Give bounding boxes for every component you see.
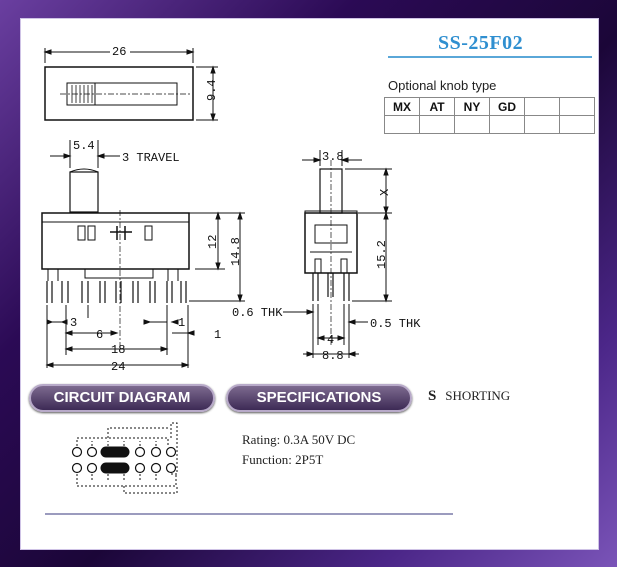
dim-1a: 1 bbox=[178, 316, 186, 330]
dim-3: 3 bbox=[70, 316, 78, 330]
dim-12: 12 bbox=[206, 234, 220, 249]
dim-26: 26 bbox=[112, 45, 127, 59]
dim-18: 18 bbox=[111, 343, 126, 357]
dim-5-4: 5.4 bbox=[73, 139, 95, 153]
dim-9-4: 9.4 bbox=[205, 79, 219, 101]
circuit-diagram-heading: CIRCUIT DIAGRAM bbox=[29, 384, 215, 412]
dim-15-2: 15.2 bbox=[375, 240, 389, 269]
knob-type-label: Optional knob type bbox=[388, 78, 497, 93]
dim-14-8: 14.8 bbox=[229, 237, 243, 266]
shorting-label: SHORTING bbox=[445, 388, 511, 403]
thk-left-label: 0.6 THK bbox=[232, 306, 283, 320]
dim-24: 24 bbox=[111, 360, 126, 374]
knob-cell: MX bbox=[385, 98, 420, 116]
dim-3-8: 3.8 bbox=[322, 150, 344, 164]
dim-6: 6 bbox=[96, 328, 104, 342]
shorting-indicator bbox=[428, 388, 510, 405]
part-number-title: SS-25F02 bbox=[438, 32, 524, 54]
knob-cell: AT bbox=[420, 98, 455, 116]
thk-right-label: 0.5 THK bbox=[370, 317, 421, 331]
knob-cell: GD bbox=[490, 98, 525, 116]
knob-cell: NY bbox=[455, 98, 490, 116]
function-text: Function: 2P5T bbox=[242, 452, 324, 467]
travel-label: 3 TRAVEL bbox=[122, 151, 180, 165]
rating-text: Rating: 0.3A 50V DC bbox=[242, 432, 356, 447]
dim-1b: 1 bbox=[214, 328, 222, 342]
dim-x: X bbox=[378, 188, 392, 196]
dim-8-8: 8.8 bbox=[322, 349, 344, 363]
specifications-heading: SPECIFICATIONS bbox=[226, 384, 412, 412]
shorting-icon: S bbox=[428, 388, 437, 404]
dim-4: 4 bbox=[327, 333, 335, 347]
